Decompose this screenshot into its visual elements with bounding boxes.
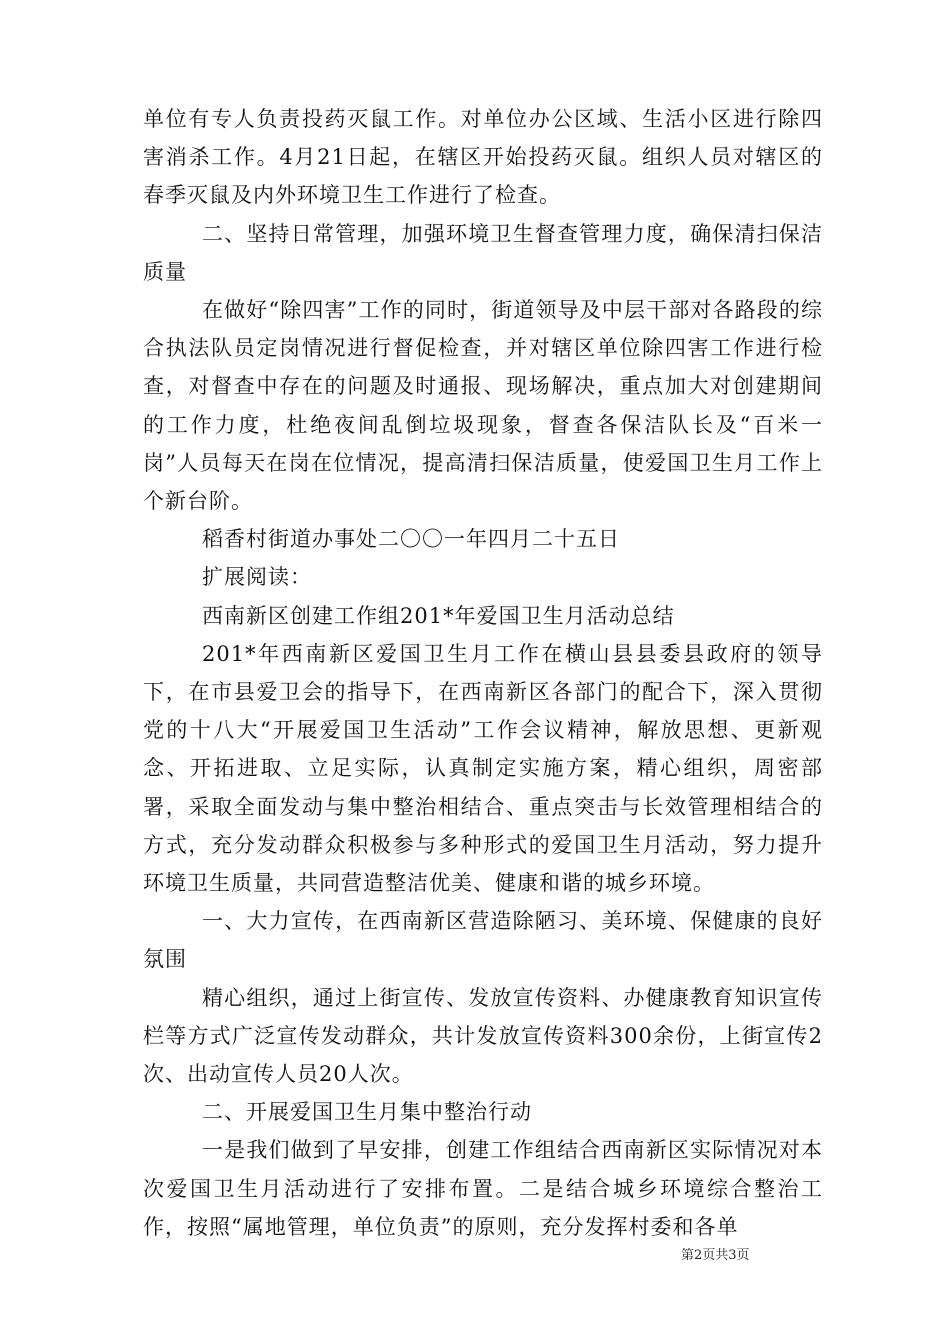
paragraph-section-2-heading: 二、开展爱国卫生月集中整治行动: [202, 1100, 532, 1125]
paragraph-section-1-heading: 一、大力宣传，在西南新区营造除陋习、美环境、保健康的良好氛围: [143, 909, 823, 972]
paragraph-signature: 稻香村街道办事处二〇〇一年四月二十五日: [202, 527, 620, 552]
paragraph-article-title: 西南新区创建工作组201*年爱国卫生月活动总结: [202, 603, 675, 628]
document-body: [143, 100, 823, 1246]
page-number: 第2页共3页: [681, 1248, 750, 1263]
paragraph-3: 在做好“除四害”工作的同时，街道领导及中层干部对各路段的综合执法队员定岗情况进行督促检查，并对辖区单位除四害工作进行检查，对督查中存在的问题及时通报、现场解决，重点加大对创建期间的工作力度，杜绝夜间乱倒垃圾现象，督查各保洁队长及“百米一岗”人员每天在岗在位情况，提高清扫保洁质量，使爱国卫生月工作上个新台阶。: [143, 298, 823, 514]
paragraph-extended-reading: 扩展阅读：: [202, 565, 312, 590]
paragraph-7: 201*年西南新区爱国卫生月工作在横山县县委县政府的领导下，在市县爱卫会的指导下，在西南新区各部门的配合下，深入贯彻党的十八大“开展爱国卫生活动”工作会议精神，解放思想、更新观念、开拓进取、立足实际，认真制定实施方案，精心组织，周密部署，采取全面发动与集中整治相结合、重点突击与长效管理相结合的方式，充分发动群众积极参与多种形式的爱国卫生月活动，努力提升环境卫生质量，共同营造整洁优美、健康和谐的城乡环境。: [143, 641, 823, 896]
paragraph-9: 精心组织，通过上街宣传、发放宣传资料、办健康教育知识宣传栏等方式广泛宣传发动群众，共计发放宣传资料300余份，上街宣传2次、出动宣传人员20人次。: [143, 985, 823, 1087]
paragraph-2-heading: 二、坚持日常管理，加强环境卫生督查管理力度，确保清扫保洁质量: [143, 221, 823, 284]
paragraph-1: 单位有专人负责投药灭鼠工作。对单位办公区域、生活小区进行除四害消杀工作。4月21日起，在辖区开始投药灭鼠。组织人员对辖区的春季灭鼠及内外环境卫生工作进行了检查。: [143, 107, 823, 208]
paragraph-11: 一是我们做到了早安排，创建工作组结合西南新区实际情况对本次爱国卫生月活动进行了安排布置。二是结合城乡环境综合整治工作，按照“属地管理，单位负责”的原则，充分发挥村委和各单: [143, 1138, 823, 1239]
